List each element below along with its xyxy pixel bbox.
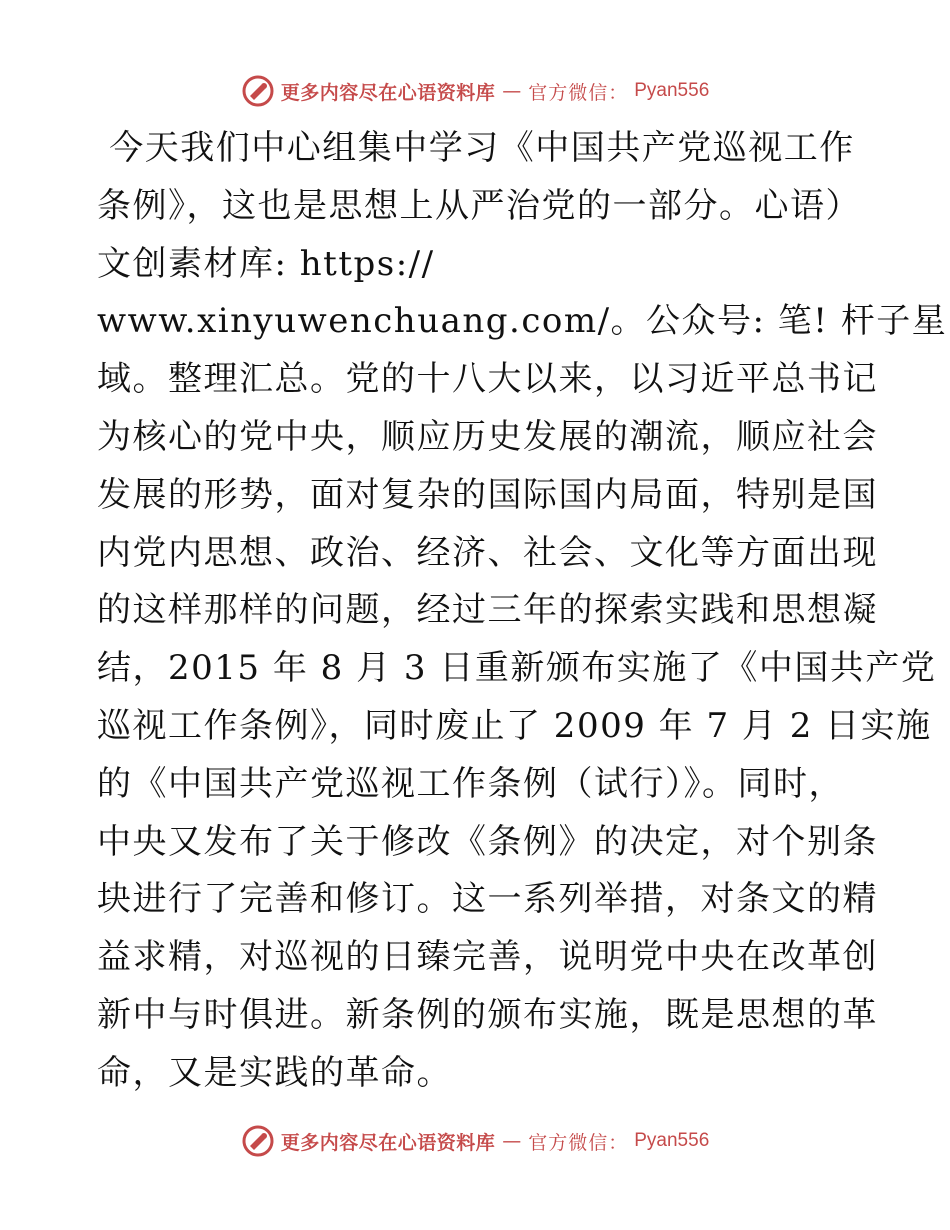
document-body — [97, 120, 948, 1103]
body-line: 块进行了完善和修订。这一系列举措，对条文的精 — [97, 879, 878, 920]
body-line: 条例》，这也是思想上从严治党的一部分。心语） — [97, 185, 861, 226]
body-line: 发展的形势，面对复杂的国际国内局面，特别是国 — [97, 474, 878, 515]
body-line: 巡视工作条例》，同时废止了 2009 年 7 月 2 日实施 — [97, 705, 932, 746]
banner-wechat-label: 官方微信： — [528, 81, 629, 104]
body-line: 命，又是实践的革命。 — [97, 1052, 452, 1093]
body-line: 益求精，对巡视的日臻完善，说明党中央在改革创 — [97, 937, 878, 978]
banner-wechat-label: 官方微信： — [528, 1131, 629, 1154]
seal-logo-icon — [241, 74, 275, 108]
body-line: 结，2015 年 8 月 3 日重新颁布实施了《中国共产党 — [97, 648, 937, 689]
body-line: 为核心的党中央，顺应历史发展的潮流，顺应社会 — [97, 416, 878, 457]
body-line: 中央又发布了关于修改《条例》的决定，对个别条 — [97, 821, 878, 862]
banner-wechat-id: Pyan556 — [634, 80, 710, 101]
body-line: 的《中国共产党巡视工作条例（试行）》。同时， — [97, 763, 844, 804]
seal-logo-icon — [241, 1124, 275, 1158]
body-line: 文创素材库: https:// — [97, 243, 435, 284]
body-line: 新中与时俱进。新条例的颁布实施，既是思想的革 — [97, 994, 878, 1035]
body-line: 内党内思想、政治、经济、社会、文化等方面出现 — [97, 532, 878, 573]
banner-text: 更多内容尽在心语资料库 — [280, 1131, 496, 1154]
banner-dash: — — [502, 1130, 522, 1152]
body-line: 域。整理汇总。党的十八大以来，以习近平总书记 — [97, 359, 878, 400]
body-line: 今天我们中心组集中学习《中国共产党巡视工作 — [97, 128, 855, 168]
header-banner — [0, 71, 950, 111]
banner-dash: — — [502, 80, 522, 102]
body-line: 的这样那样的问题，经过三年的探索实践和思想凝 — [97, 590, 878, 631]
footer-banner — [0, 1121, 950, 1161]
banner-wechat-id: Pyan556 — [634, 1130, 710, 1151]
body-line: www.xinyuwenchuang.com/。公众号: 笔! 杆子星 — [97, 301, 948, 342]
banner-text: 更多内容尽在心语资料库 — [280, 81, 496, 104]
